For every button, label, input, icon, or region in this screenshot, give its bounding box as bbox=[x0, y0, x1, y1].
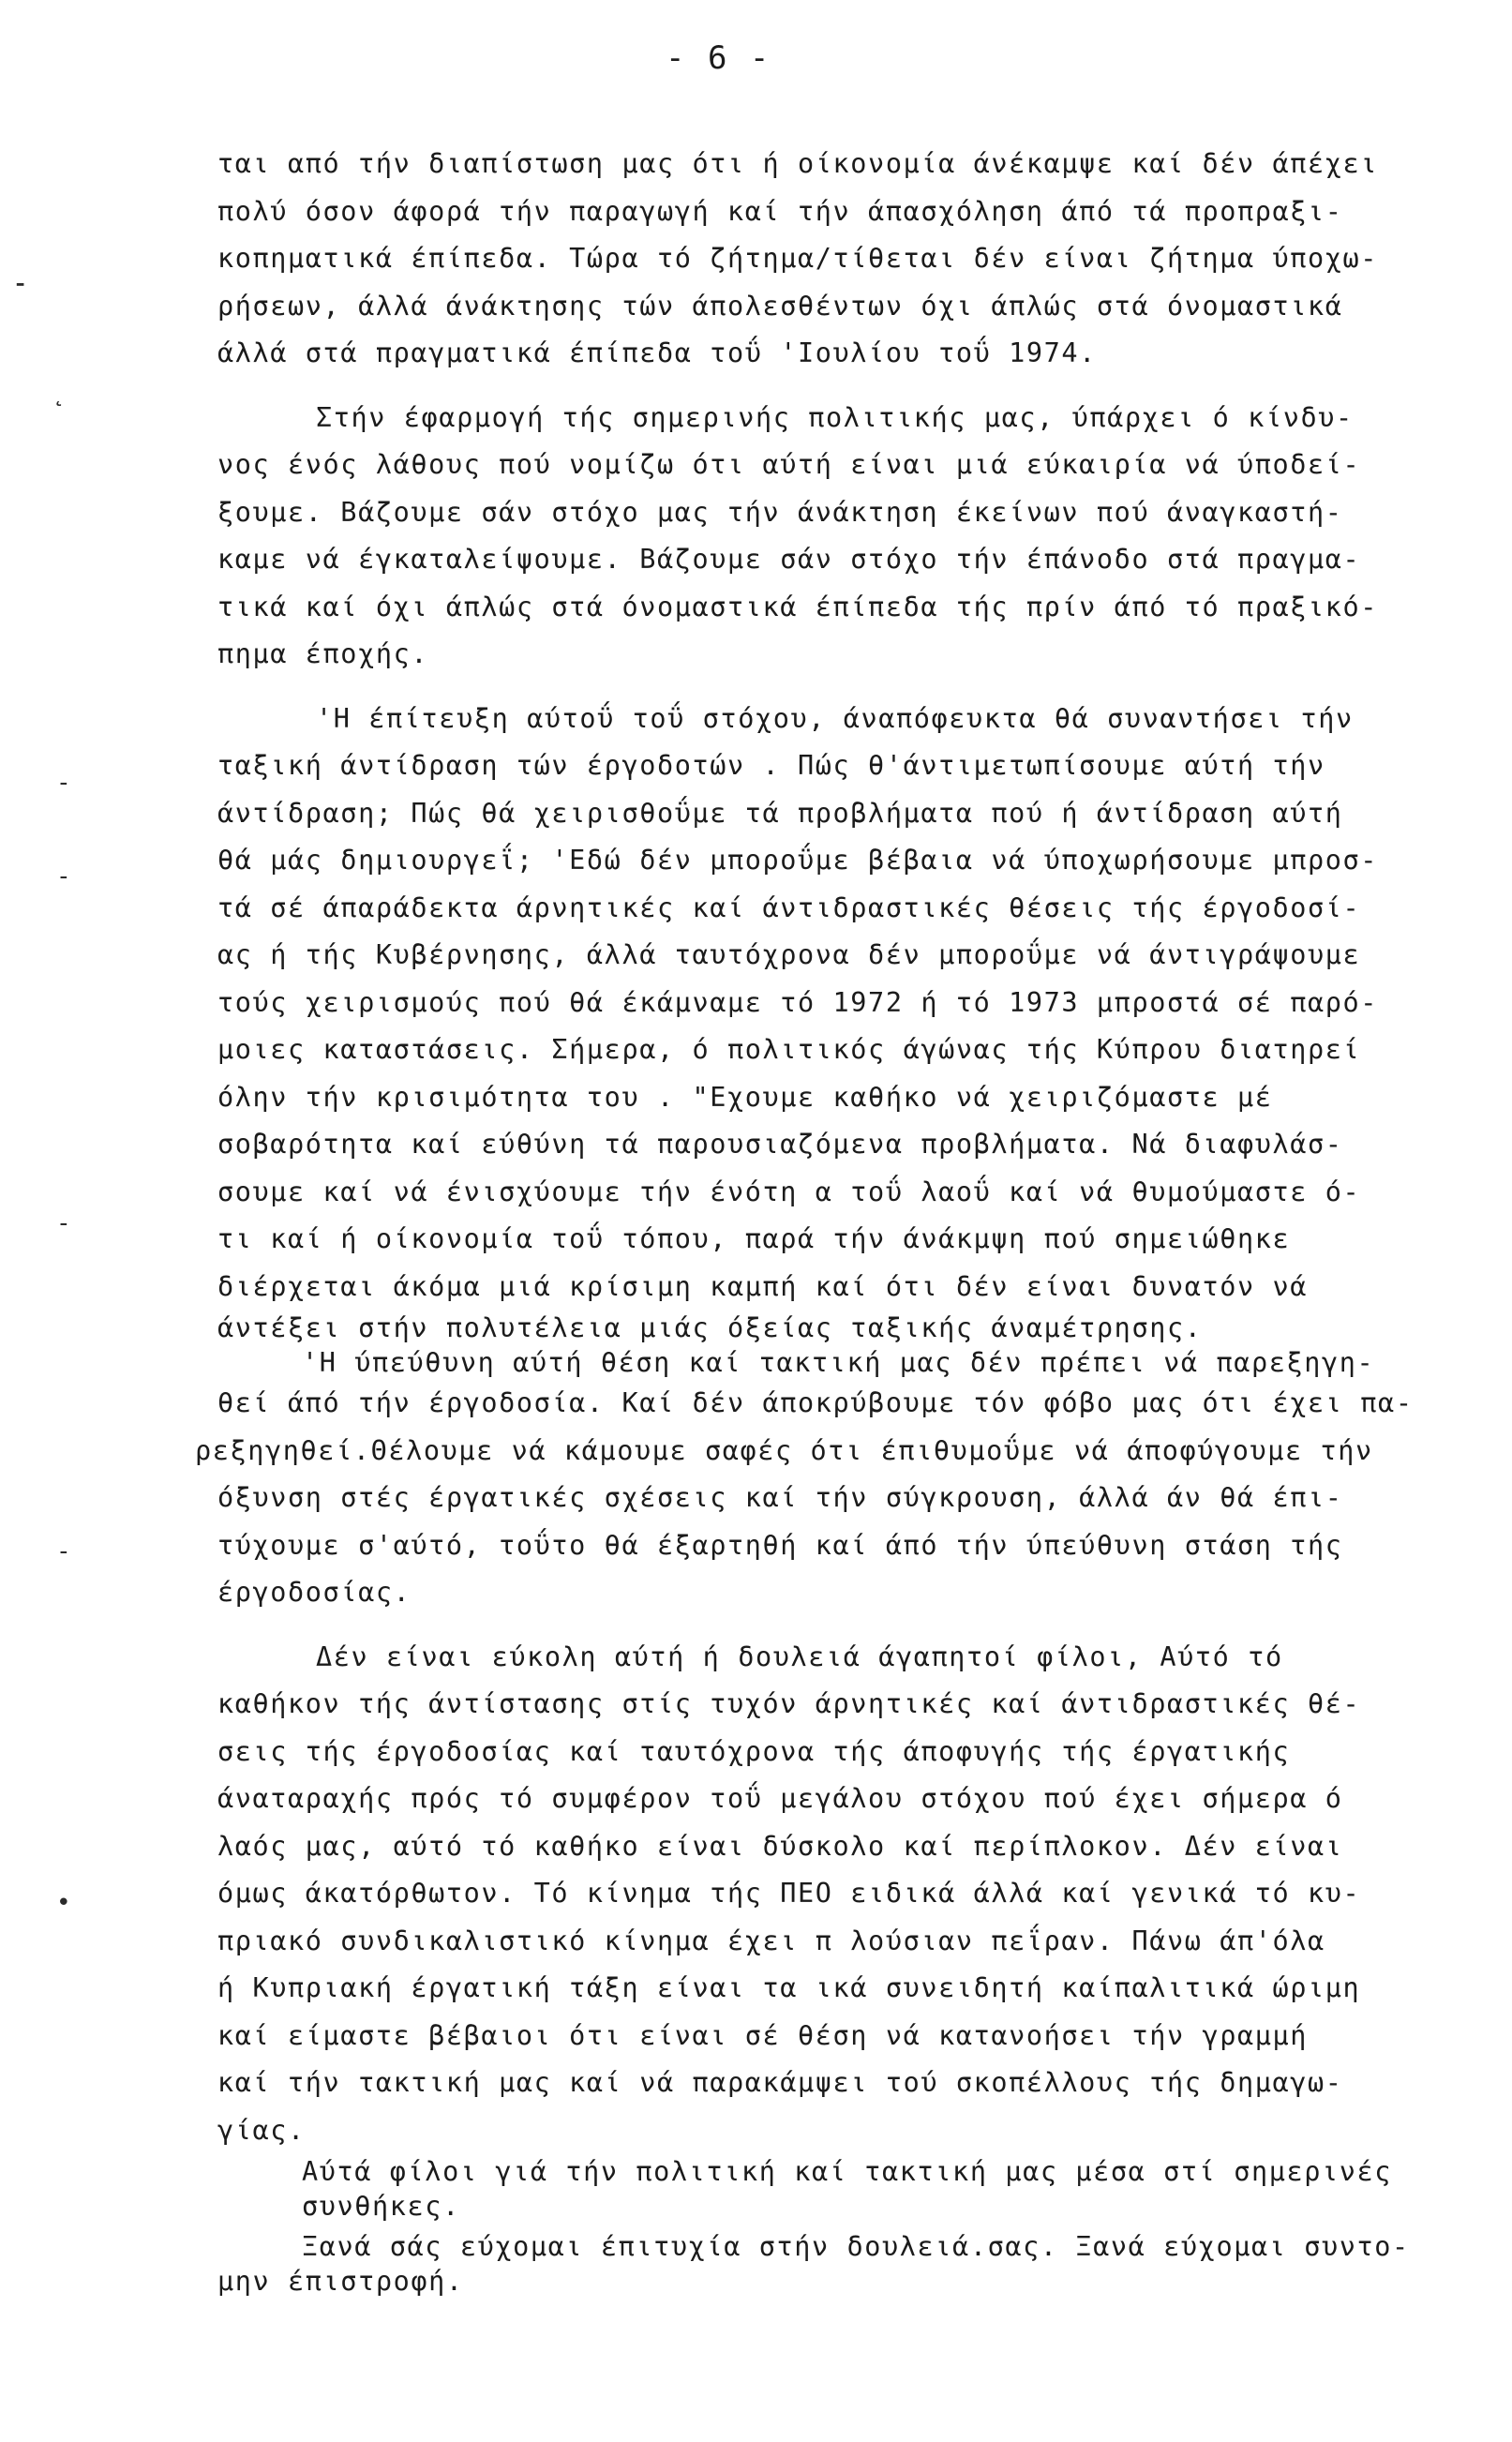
text-line: συνθήκες. bbox=[302, 2191, 460, 2222]
text-line: λαός μας, αύτό τό καθήκο είναι δύσκολο καί περίπλοκον. Δέν είναι bbox=[217, 1830, 1343, 1862]
paragraph-1 bbox=[217, 141, 1492, 378]
text-line: νος ένός λάθους πού νομίζω ότι αύτή είναι μιά εύκαιρία νά ύποδεί- bbox=[217, 449, 1361, 480]
text-line: καθήκον τής άντίστασης στίς τυχόν άρνητικές καί άντιδραστικές θέ- bbox=[217, 1688, 1361, 1719]
text-line: μοιες καταστάσεις. Σήμερα, ό πολιτικός άγώνας τής Κύπρου διατηρεί bbox=[217, 1034, 1361, 1065]
text-line: ή Κυπριακή έργατική τάξη είναι τα ικά συνειδητή καίπαλιτικά ώριμη bbox=[217, 1972, 1361, 2003]
text-line: γίας. bbox=[217, 2114, 306, 2146]
text-line: Ξανά σάς εύχομαι έπιτυχία στήν δουλειά.σας. Ξανά εύχομαι συντο- bbox=[302, 2231, 1410, 2262]
text-line: καί είμαστε βέβαιοι ότι είναι σέ θέση νά κατανοήσει τήν γραμμή bbox=[217, 2019, 1309, 2051]
text-line: 'Η έπίτευξη αύτοΰ τοΰ στόχου, άναπόφευκτα θά συναντήσει τήν bbox=[316, 702, 1354, 734]
text-line: καί τήν τακτική μας καί νά παρακάμψει τού σκοπέλλους τής δημαγω- bbox=[217, 2067, 1343, 2098]
margin-mark: - bbox=[56, 1209, 71, 1237]
margin-mark: - bbox=[56, 1537, 71, 1566]
paragraph-4 bbox=[195, 1345, 1492, 1617]
paragraph-7 bbox=[217, 2229, 1492, 2299]
text-line: θά μάς δημιουργεΐ; 'Εδώ δέν μποροΰμε βέβαια νά ύποχωρήσουμε μπροσ- bbox=[217, 845, 1379, 876]
text-line: κοπηματικά έπίπεδα. Τώρα τό ζήτημα/τίθεται δέν είναι ζήτημα ύποχω- bbox=[217, 243, 1379, 274]
page-number: - 6 - bbox=[666, 39, 771, 77]
text-line: άναταραχής πρός τό συμφέρον τοΰ μεγάλου στόχου πού έχει σήμερα ό bbox=[217, 1783, 1343, 1814]
margin-mark: - bbox=[56, 862, 71, 891]
text-line: πημα έποχής. bbox=[217, 638, 429, 669]
text-line: ξουμε. Βάζουμε σάν στόχο μας τήν άνάκτηση έκείνων πού άναγκαστή- bbox=[217, 496, 1343, 528]
text-line: ρεξηγηθεί.Θέλουμε νά κάμουμε σαφές ότι έπιθυμοΰμε νά άποφύγουμε τήν bbox=[195, 1434, 1373, 1466]
paragraph-6 bbox=[217, 2154, 1492, 2224]
text-line: τικά καί όχι άπλώς στά όνομαστικά έπίπεδα τής πρίν άπό τό πραξικό- bbox=[217, 591, 1379, 622]
text-line: διέρχεται άκόμα μιά κρίσιμη καμπή καί ότι δέν είναι δυνατόν νά bbox=[217, 1270, 1309, 1302]
text-line: ρήσεων, άλλά άνάκτησης τών άπολεσθέντων όχι άπλώς στά όνομαστικά bbox=[217, 290, 1343, 322]
text-line: Στήν έφαρμογή τής σημερινής πολιτικής μας, ύπάρχει ό κίνδυ- bbox=[316, 401, 1354, 433]
text-line: τι καί ή οίκονομία τοΰ τόπου, παρά τήν άνάκμψη πού σημειώθηκε bbox=[217, 1223, 1291, 1254]
text-line: καμε νά έγκαταλείψουμε. Βάζουμε σάν στόχο τήν έπάνοδο στά πραγμα- bbox=[217, 544, 1361, 575]
paragraph-5 bbox=[217, 1634, 1492, 2155]
text-line: άντίδραση; Πώς θά χειρισθοΰμε τά προβλήματα πού ή άντίδραση αύτή bbox=[217, 797, 1343, 829]
letter-body bbox=[195, 141, 1492, 2299]
margin-mark: • bbox=[56, 1889, 71, 1917]
text-line: άλλά στά πραγματικά έπίπεδα τοΰ 'Ιουλίου τοΰ 1974. bbox=[217, 337, 1097, 368]
text-line: όμως άκατόρθωτον. Τό κίνημα τής ΠΕΟ ειδικά άλλά καί γενικά τό κυ- bbox=[217, 1878, 1361, 1909]
text-line: πολύ όσον άφορά τήν παραγωγή καί τήν άπασχόληση άπό τά προπραξι- bbox=[217, 195, 1343, 227]
paragraph-2 bbox=[217, 395, 1492, 679]
text-line: ας ή τής Κυβέρνησης, άλλά ταυτόχρονα δέν μποροΰμε νά άντιγράψουμε bbox=[217, 939, 1361, 970]
text-line: σουμε καί νά ένισχύουμε τήν ένότη α τοΰ λαοΰ καί νά θυμούμαστε ό- bbox=[217, 1176, 1361, 1207]
text-line: μην έπιστροφή. bbox=[217, 2266, 464, 2297]
text-line: άντέξει στήν πολυτέλεια μιάς όξείας ταξικής άναμέτρησης. bbox=[217, 1312, 1203, 1343]
text-line: ταξική άντίδραση τών έργοδοτών . Πώς θ'άντιμετωπίσουμε αύτή τήν bbox=[217, 750, 1325, 781]
text-line: σοβαρότητα καί εύθύνη τά παρουσιαζόμενα προβλήματα. Νά διαφυλάσ- bbox=[217, 1129, 1343, 1160]
margin-mark: ˛ bbox=[52, 380, 67, 408]
text-line: τά σέ άπαράδεκτα άρνητικές καί άντιδραστικές θέσεις τής έργοδοσί- bbox=[217, 891, 1361, 923]
text-line: 'Η ύπεύθυνη αύτή θέση καί τακτική μας δέν πρέπει νά παρεξηγη- bbox=[302, 1347, 1375, 1378]
text-line: όξυνση στές έργατικές σχέσεις καί τήν σύγκρουση, άλλά άν θά έπι- bbox=[217, 1482, 1343, 1513]
text-line: πριακό συνδικαλιστικό κίνημα έχει π λούσιαν πεΐραν. Πάνω άπ'όλα bbox=[217, 1925, 1325, 1956]
text-line: Δέν είναι εύκολη αύτή ή δουλειά άγαπητοί φίλοι, Αύτό τό bbox=[316, 1640, 1283, 1672]
text-line: τύχουμε σ'αύτό, τοΰτο θά έξαρτηθή καί άπό τήν ύπεύθυνη στάση τής bbox=[217, 1529, 1343, 1561]
text-line: Αύτά φίλοι γιά τήν πολιτική καί τακτική μας μέσα στί σημερινές bbox=[302, 2156, 1393, 2187]
text-line: θεί άπό τήν έργοδοσία. Καί δέν άποκρύβουμε τόν φόβο μας ότι έχει πα- bbox=[217, 1387, 1414, 1418]
text-line: τούς χειρισμούς πού θά έκάμναμε τό 1972 ή τό 1973 μπροστά σέ παρό- bbox=[217, 986, 1379, 1018]
text-line: έργοδοσίας. bbox=[217, 1577, 412, 1608]
margin-mark: ⁃ bbox=[14, 272, 26, 300]
text-line: ται από τήν διαπίστωση μας ότι ή οίκονομία άνέκαμψε καί δέν άπέχει bbox=[217, 148, 1379, 179]
text-line: σεις τής έργοδοσίας καί ταυτόχρονα τής άποφυγής τής έργατικής bbox=[217, 1735, 1291, 1767]
margin-mark: - bbox=[56, 769, 71, 797]
paragraph-3 bbox=[217, 696, 1492, 1346]
text-line: όλην τήν κρισιμότητα του . "Εχουμε καθήκο νά χειριζόμαστε μέ bbox=[217, 1081, 1273, 1113]
